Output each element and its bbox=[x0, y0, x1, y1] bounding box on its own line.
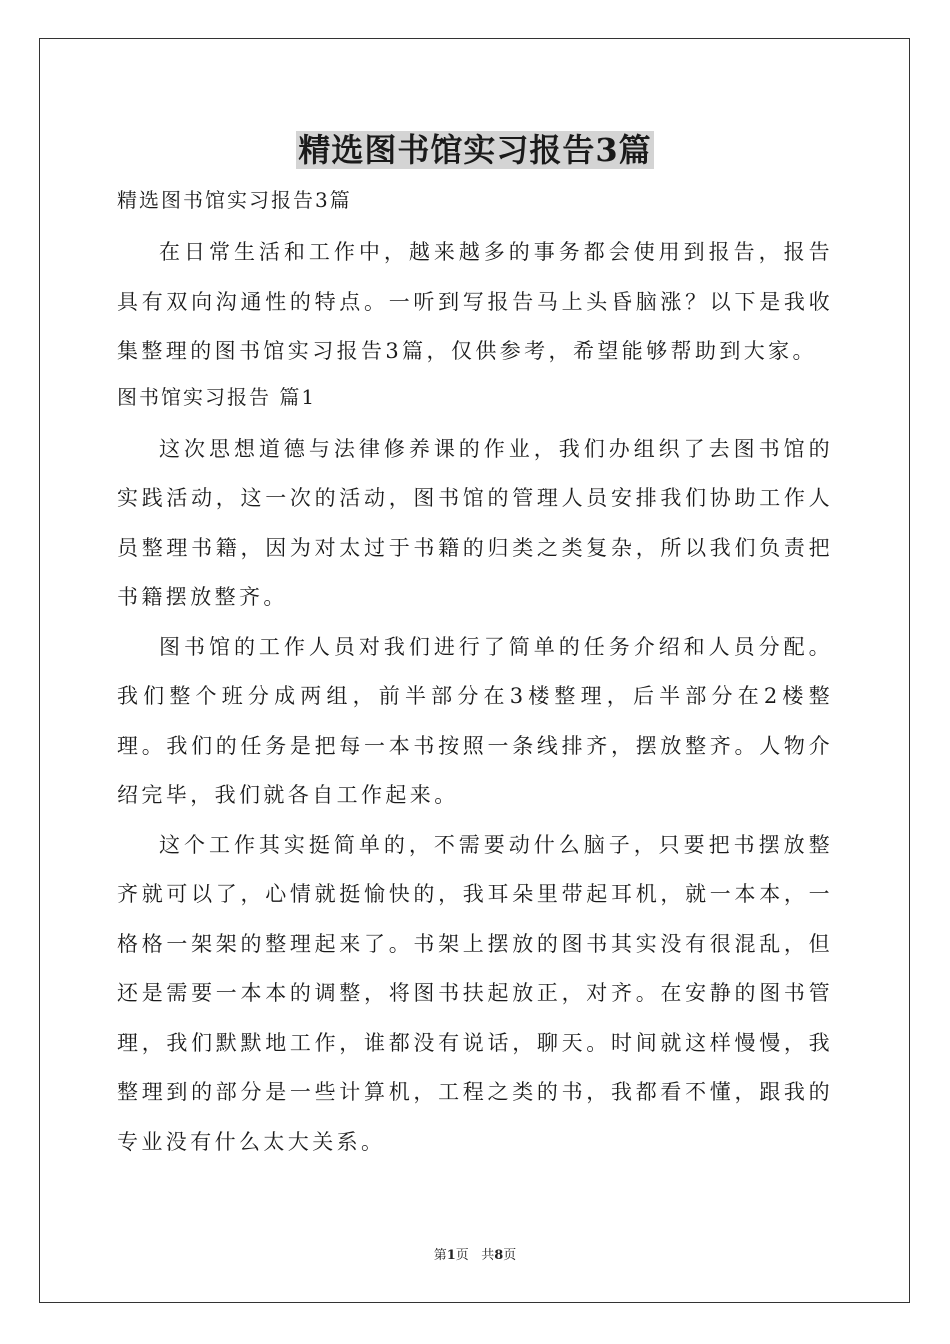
body-paragraph-2: 图书馆的工作人员对我们进行了简单的任务介绍和人员分配。我们整个班分成两组，前半部分在3楼整理，后半部分在2楼整理。我们的任务是把每一本书按照一条线排齐，摆放整齐。人物介绍完毕，我们就各自工作起来。 bbox=[117, 634, 833, 807]
document-body bbox=[117, 180, 833, 1167]
body-paragraph-3: 这个工作其实挺简单的，不需要动什么脑子，只要把书摆放整齐就可以了，心情就挺愉快的，我耳朵里带起耳机，就一本本，一格格一架架的整理起来了。书架上摆放的图书其实没有很混乱，但还是需要一本本的调整，将图书扶起放正，对齐。在安静的图书管理，我们默默地工作，谁都没有说话，聊天。时间就这样慢慢，我整理到的部分是一些计算机，工程之类的书，我都看不懂，跟我的专业没有什么太大关系。 bbox=[117, 832, 833, 1154]
document-title-text: 精选图书馆实习报告3篇 bbox=[298, 131, 652, 169]
document-title bbox=[0, 128, 950, 172]
page-footer bbox=[0, 1246, 950, 1266]
body-paragraph-1: 这次思想道德与法律修养课的作业，我们办组织了去图书馆的实践活动，这一次的活动，图书馆的管理人员安排我们协助工作人员整理书籍，因为对太过于书籍的归类之类复杂，所以我们负责把书籍摆放整齐。 bbox=[117, 436, 833, 609]
footer-page-label: 页 bbox=[455, 1248, 469, 1263]
document-subtitle: 精选图书馆实习报告3篇 bbox=[117, 188, 352, 212]
section-heading: 图书馆实习报告 篇1 bbox=[117, 384, 317, 409]
footer-total-pages: 8 bbox=[494, 1248, 504, 1263]
footer-total-prefix: 共 bbox=[481, 1248, 495, 1263]
intro-paragraph: 在日常生活和工作中，越来越多的事务都会使用到报告，报告具有双向沟通性的特点。一听到写报告马上头昏脑涨？以下是我收集整理的图书馆实习报告3篇，仅供参考，希望能够帮助到大家。 bbox=[117, 240, 833, 363]
footer-total-label: 页 bbox=[503, 1248, 517, 1263]
footer-current-page: 1 bbox=[446, 1248, 456, 1263]
footer-prefix: 第 bbox=[433, 1248, 447, 1263]
